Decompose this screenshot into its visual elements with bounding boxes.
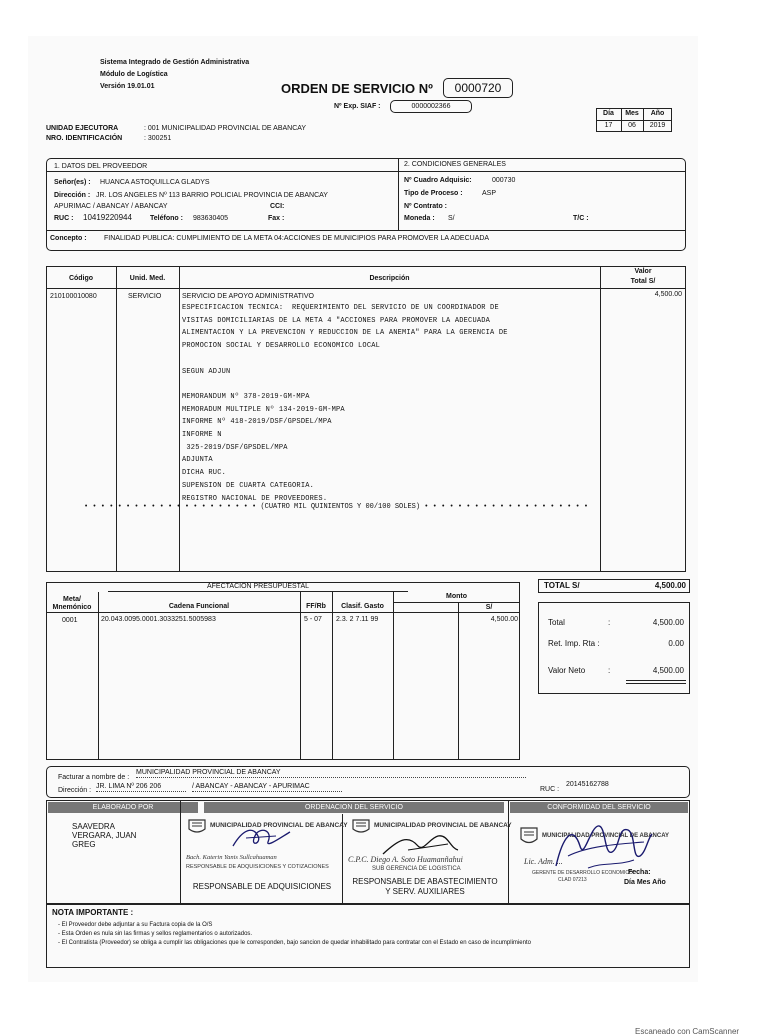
role-abastecimiento-1: RESPONSABLE DE ABASTECIMIENTO: [352, 877, 498, 886]
notes-title: NOTA IMPORTANTE :: [52, 908, 134, 917]
date-month: 06: [628, 122, 636, 129]
item-description: [182, 302, 597, 505]
fecha-label: Fecha:: [628, 869, 651, 876]
facturar-direccion-label: Dirección :: [58, 787, 92, 794]
budget-ffrb: 5 - 07: [304, 616, 322, 623]
description-line: VISITAS DOMICILIARIAS DE LA META 4 "ACCIONES PARA PROMOVER LA ADECUADA: [182, 316, 491, 325]
description-line: ADJUNTA: [182, 456, 213, 465]
direccion-value: JR. LOS ANGELES Nº 113 BARRIO POLICIAL PROVINCIA DE ABANCAY: [96, 192, 328, 199]
concepto-label: Concepto :: [50, 235, 87, 242]
total-row-sep: :: [608, 618, 611, 627]
role-adquisiciones: RESPONSABLE DE ADQUISICIONES: [192, 882, 332, 891]
description-line: 325-2019/DSF/GPSDEL/MPA: [182, 443, 288, 452]
crest-icon: [518, 826, 540, 848]
fecha-cols: Día Mes Año: [624, 879, 666, 886]
contrato-label: Nº Contrato :: [404, 203, 447, 210]
direccion-label: Dirección :: [54, 192, 91, 199]
telefono-label: Teléfono :: [150, 215, 183, 222]
stamp1-person: Bach. Katerin Yanis Sullcahuaman: [186, 854, 277, 861]
tipo-label: Tipo de Proceso :: [404, 190, 463, 197]
h-monto: Monto: [446, 593, 467, 600]
item-codigo: 210100010080: [50, 293, 97, 300]
description-line: INFORME Nº 418-2019/DSF/GPSDEL/MPA: [182, 418, 332, 427]
facturar-ubicacion: / ABANCAY - ABANCAY - APURIMAC: [192, 782, 342, 792]
col-valor: Valor: [634, 268, 652, 275]
unidad-label: UNIDAD EJECUTORA: [46, 125, 119, 132]
description-line: ALIMENTACION Y LA PREVENCION Y REDUCCION DE LA ANEMIA" PARA LA GERENCIA DE: [182, 329, 508, 338]
conformidad-title: CONFORMIDAD DEL SERVICIO: [510, 802, 688, 813]
telefono-value: 983630405: [193, 215, 229, 222]
description-line: INFORME N: [182, 431, 222, 439]
budget-cadena: 20.043.0095.0001.3033251.5005983: [101, 616, 216, 623]
note-3: - El Contratista (Proveedor) se obliga a cumplir las obligaciones que le corresponden, bajo sancion de quedar inhabilitado para contratar con el Estado en caso de incumplimiento: [58, 940, 531, 946]
senor-value: HUANCA ASTOQUILLCA GLADYS: [100, 179, 210, 186]
total-label: TOTAL S/: [544, 581, 580, 590]
h-clasif: Clasif. Gasto: [341, 603, 384, 610]
date-year: 2019: [649, 122, 666, 129]
item-title: SERVICIO DE APOYO ADMINISTRATIVO: [182, 293, 314, 300]
description-line: DICHA RUC.: [182, 469, 227, 478]
col-descripcion: Descripción: [369, 275, 410, 282]
order-number: 0000720: [443, 78, 513, 98]
stamp2-person: C.P.C. Diego A. Soto Huamanñahui: [348, 855, 463, 864]
tipo-value: ASP: [482, 190, 497, 197]
system-name: Sistema Integrado de Gestión Administrativa: [100, 59, 250, 66]
budget-monto: 4,500.00: [490, 616, 518, 623]
ordenacion-title: ORDENACION DEL SERVICIO: [204, 802, 504, 813]
cci-label: CCI:: [270, 203, 285, 210]
date-month-header: Mes: [625, 110, 639, 117]
description-line: [182, 353, 597, 366]
concepto-value: FINALIDAD PUBLICA: CUMPLIMIENTO DE LA META 04:ACCIONES DE MUNICIPIOS PARA PROMOVER LA ADECUADA: [104, 235, 490, 242]
exp-siaf-label: Nº Exp. SIAF :: [334, 103, 381, 110]
cuadro-label: Nº Cuadro Adquisic:: [404, 177, 472, 184]
tc-label: T/C :: [573, 215, 589, 222]
nro-label: NRO. IDENTIFICACIÓN: [46, 135, 123, 142]
description-line: MEMORADUM MULTIPLE Nº 134-2019-GM-MPA: [182, 405, 345, 414]
role-abastecimiento-2: Y SERV. AUXILIARES: [385, 887, 465, 896]
elaborado-line-2: VERGARA, JUAN: [72, 831, 137, 840]
total-row-value: 4,500.00: [652, 618, 684, 627]
conditions-section-title: 2. CONDICIONES GENERALES: [404, 161, 506, 168]
nro-value: : 300251: [144, 135, 172, 142]
h-cadena: Cadena Funcional: [168, 603, 230, 610]
module-name: Módulo de Logística: [100, 71, 168, 78]
neto-row-value: 4,500.00: [652, 666, 684, 675]
description-line: PROMOCION SOCIAL Y DESARROLLO ECONOMICO LOCAL: [182, 342, 381, 351]
budget-meta: 0001: [62, 617, 78, 624]
exp-siaf-value: 0000002366: [390, 100, 472, 113]
senor-label: Señor(es) :: [54, 179, 91, 186]
signature-1: [228, 824, 298, 854]
stamp1-role: RESPONSABLE DE ADQUISICIONES Y COTIZACIONES: [186, 864, 329, 870]
moneda-label: Moneda :: [404, 215, 435, 222]
stamp3-person: Lic. Adm. ...: [524, 857, 563, 866]
note-1: - El Proveedor debe adjuntar a su Factura copia de la O/S: [58, 922, 213, 928]
description-line: SEGUN ADJUN: [182, 367, 231, 376]
elaborado-title: ELABORADO POR: [48, 802, 198, 813]
facturar-ruc-label: RUC :: [540, 786, 560, 793]
stamp2-area: SUB GERENCIA DE LOGISTICA: [372, 866, 461, 872]
stamp2-muni: MUNICIPALIDAD PROVINCIAL DE ABANCAY: [374, 822, 512, 829]
version: Versión 19.01.01: [100, 83, 155, 90]
elaborado-line-1: SAAVEDRA: [72, 822, 115, 831]
item-unid: SERVICIO: [128, 293, 162, 300]
h-monto-sub: S/: [485, 604, 493, 611]
total-value: 4,500.00: [654, 581, 686, 590]
h-ffrb: FF/Rb: [306, 603, 326, 610]
provider-section-title: 1. DATOS DEL PROVEEDOR: [54, 163, 148, 170]
date-day: 17: [604, 122, 613, 129]
ubicacion-value: APURIMAC / ABANCAY / ABANCAY: [54, 203, 168, 210]
stamp3-muni: MUNICIPALIDAD PROVINCIAL DE ABANCAY: [542, 833, 670, 839]
stamp3-role: GERENTE DE DESARROLLO ECONOMICO: [532, 870, 633, 876]
elaborado-line-3: GREG: [72, 840, 96, 849]
neto-row-label: Valor Neto: [548, 666, 586, 675]
item-valor: 4,500.00: [654, 291, 682, 298]
facturar-direccion-value: JR. LIMA Nº 206 206: [96, 782, 186, 792]
col-unid: Unid. Med.: [129, 275, 166, 282]
h-meta: Meta/: [63, 596, 81, 603]
note-2: - Esta Orden es nula sin las firmas y sellos reglamentarios o autorizados.: [58, 931, 253, 937]
col-valor-sub: Total S/: [630, 278, 656, 285]
unidad-value: : 001 MUNICIPALIDAD PROVINCIAL DE ABANCAY: [144, 125, 307, 132]
ret-row-label: Ret. Imp. Rta :: [548, 639, 600, 648]
h-mnemonico: Mnemónico: [52, 604, 92, 611]
stamp1-muni: MUNICIPALIDAD PROVINCIAL DE ABANCAY: [210, 822, 348, 829]
budget-title: AFECTACION PRESUPUESTAL: [108, 582, 408, 592]
facturar-value: MUNICIPALIDAD PROVINCIAL DE ABANCAY: [136, 768, 526, 778]
moneda-value: S/: [448, 215, 455, 222]
description-line: SUPENSION DE CUARTA CATEGORIA.: [182, 481, 315, 490]
description-line: MEMORANDUM Nº 378-2019-GM-MPA: [182, 392, 310, 401]
col-codigo: Código: [68, 275, 94, 282]
fax-label: Fax :: [268, 215, 285, 222]
stamp3-clad: CLAD 07213: [558, 877, 587, 883]
ret-row-value: 0.00: [668, 639, 684, 648]
budget-clasif: 2.3. 2 7.11 99: [336, 616, 379, 623]
crest-icon: [186, 818, 208, 836]
amount-words-row: • • • • • • • • • • • • • • • • • • • • • (CUATRO MIL QUINIENTOS Y 00/100 SOLES) • • • • • • • • • • • • • • • • • • • •: [84, 503, 589, 511]
date-day-header: Día: [603, 110, 614, 117]
amount-words: (CUATRO MIL QUINIENTOS Y 00/100 SOLES): [260, 503, 421, 511]
description-line: REGISTRO NACIONAL DE PROVEEDORES.: [182, 494, 328, 503]
ruc-label: RUC :: [54, 215, 74, 222]
total-row-label: Total: [548, 618, 565, 627]
scanner-footer: Escaneado con CamScanner: [635, 1027, 740, 1036]
description-line: ESPECIFICACION TECNICA: REQUERIMIENTO DEL SERVICIO DE UN COORDINADOR DE: [182, 304, 499, 312]
neto-row-sep: :: [608, 666, 611, 675]
order-page: [28, 36, 698, 982]
cuadro-value: 000730: [492, 177, 516, 184]
crest-icon: [350, 818, 372, 836]
date-year-header: Año: [650, 110, 665, 117]
page-title: ORDEN DE SERVICIO Nº: [281, 81, 433, 96]
facturar-ruc-value: 20145162788: [566, 781, 609, 788]
facturar-label: Facturar a nombre de :: [58, 774, 130, 781]
description-line: [182, 378, 597, 391]
ruc-value: 10419220944: [83, 213, 132, 222]
